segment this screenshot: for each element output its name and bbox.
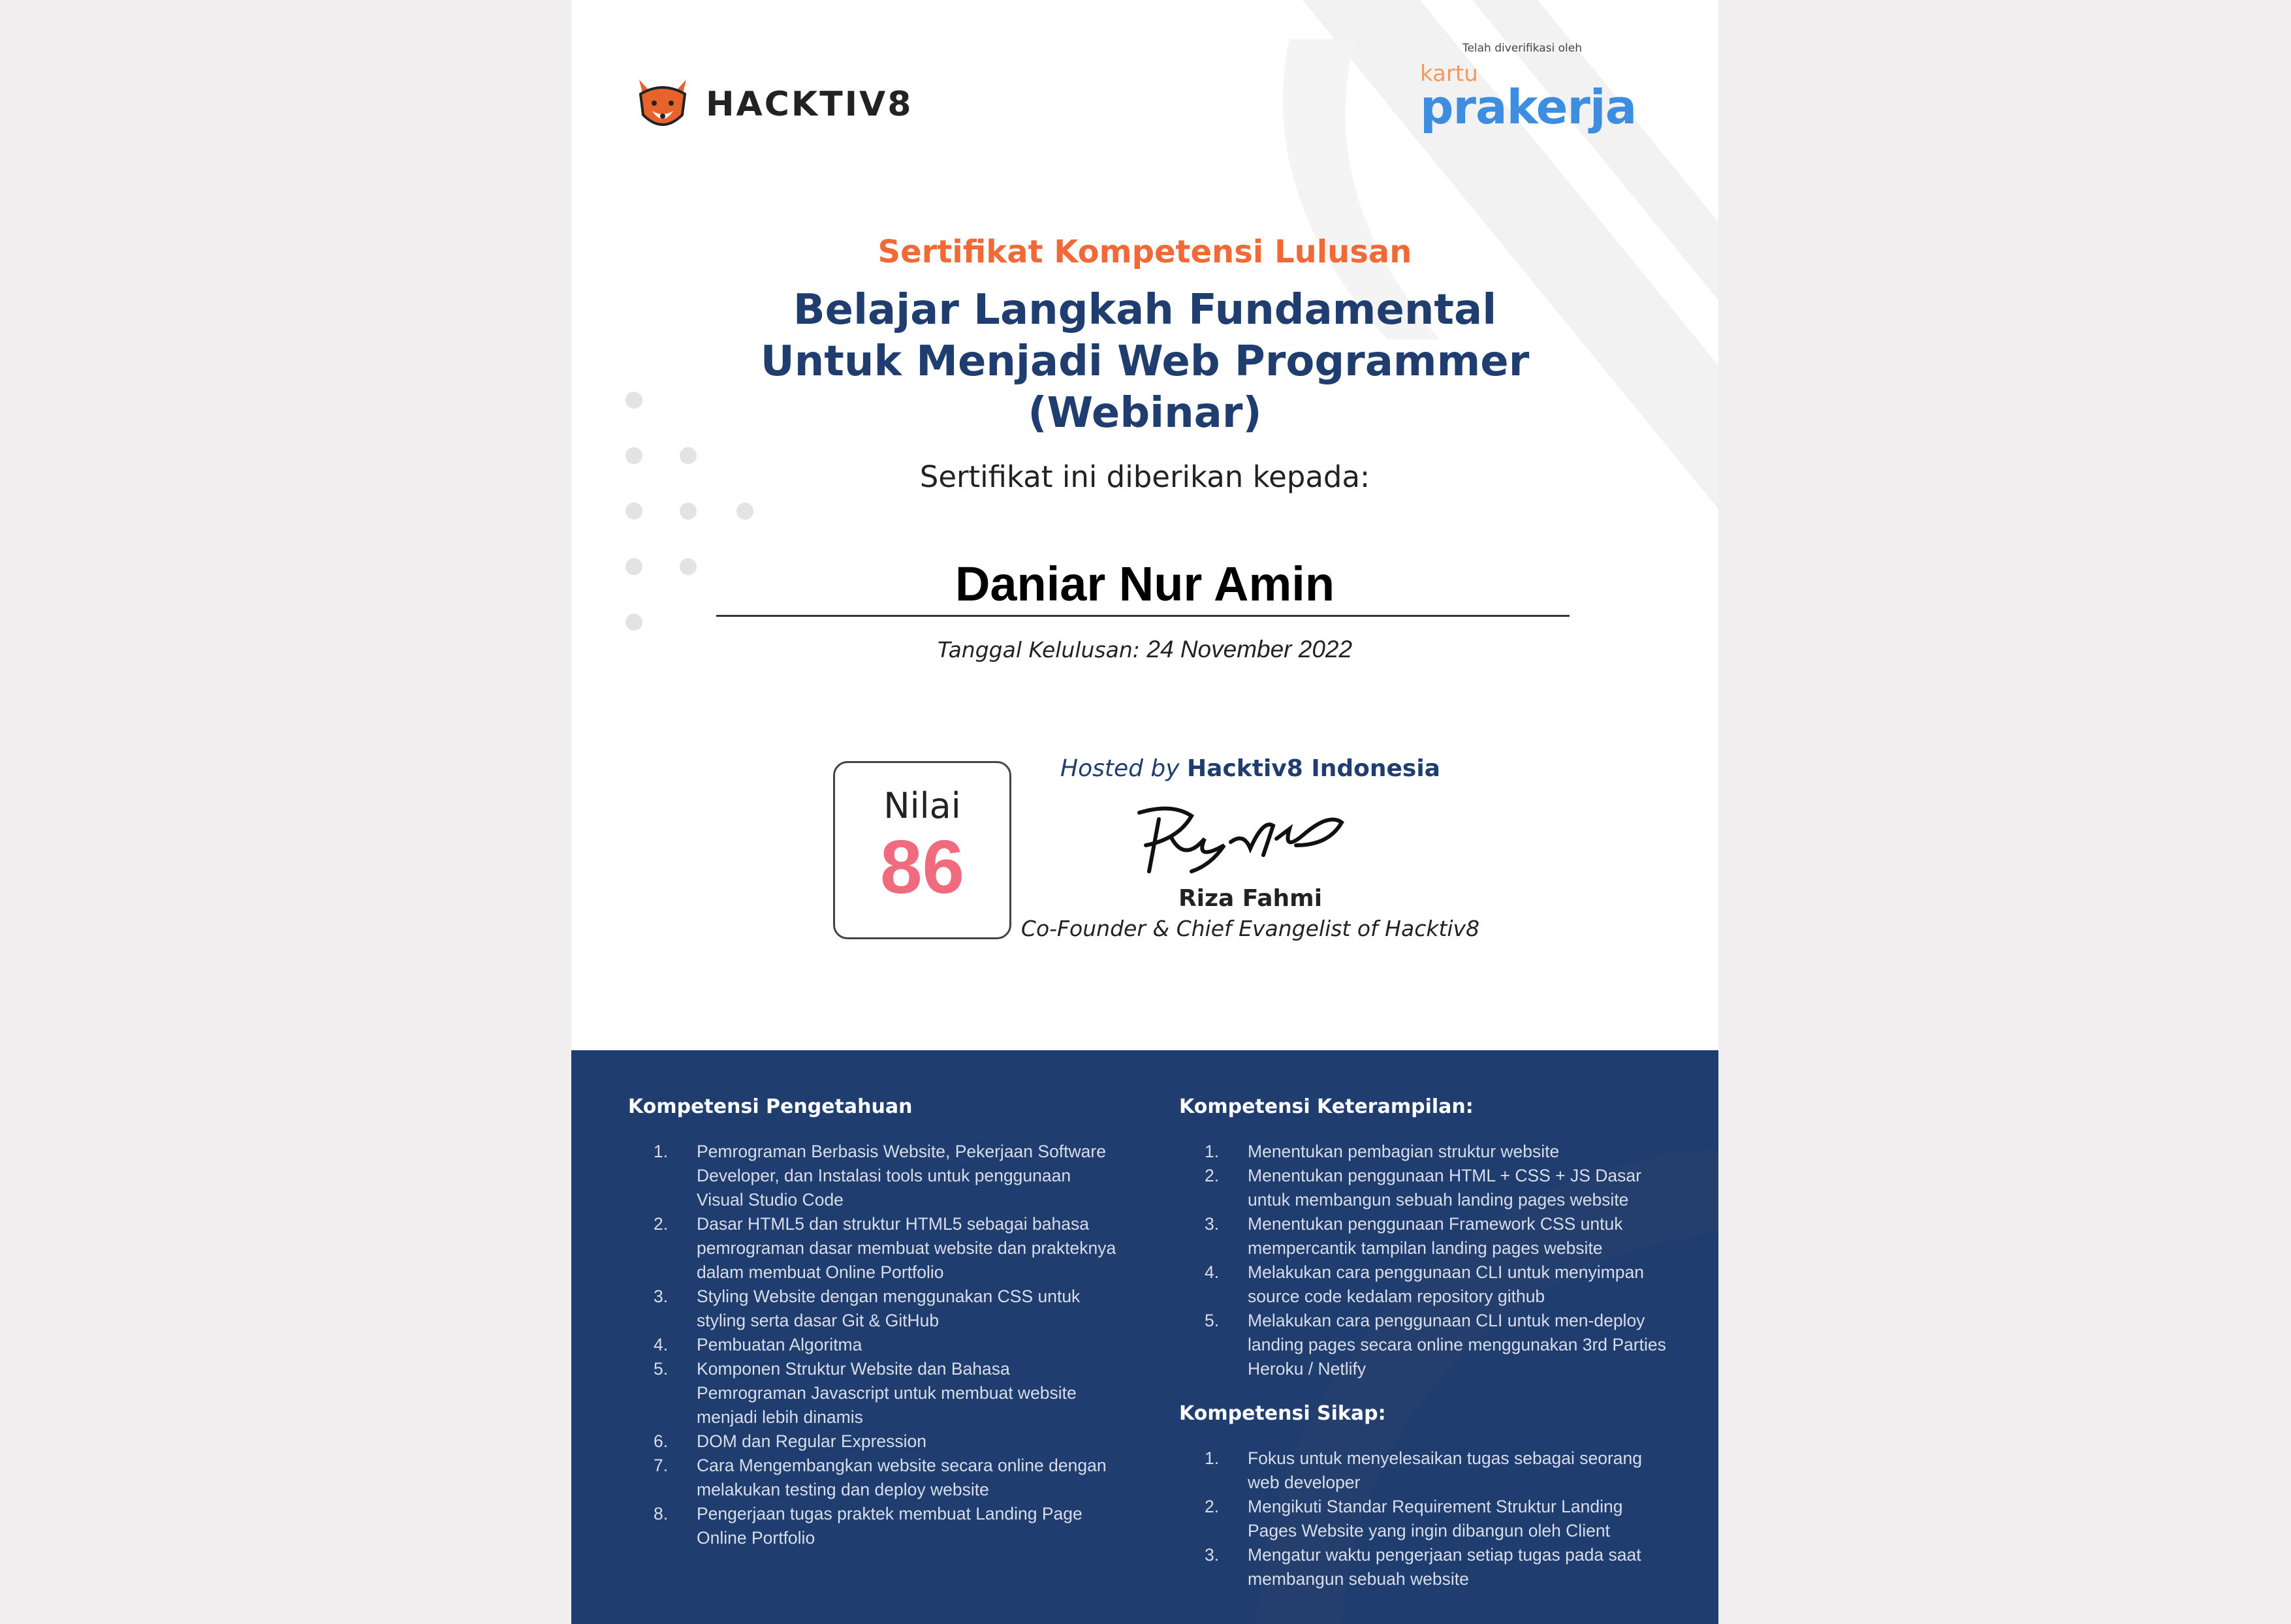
competency-item (654, 1357, 1121, 1429)
competency-panel (571, 1050, 1718, 1624)
certificate-type: Sertifikat Kompetensi Lulusan (877, 234, 1412, 270)
item-text: Styling Website dengan menggunakan CSS untuk styling serta dasar Git & GitHub (697, 1287, 1081, 1330)
competency-item (1205, 1543, 1672, 1591)
competency-item (1205, 1140, 1672, 1164)
competency-item (654, 1212, 1121, 1285)
attitude-heading: Kompetensi Sikap: (1179, 1402, 1386, 1425)
score-value: 86 (879, 824, 965, 909)
item-number: 2. (1205, 1497, 1220, 1516)
prakerja-logo-kartu: kartu (1420, 61, 1478, 87)
item-number: 3. (1205, 1545, 1220, 1565)
knowledge-heading: Kompetensi Pengetahuan (628, 1095, 913, 1118)
hosted-by: Hosted by Hacktiv8 Indonesia (1060, 755, 1440, 782)
competency-item (1205, 1309, 1672, 1381)
item-number: 1. (654, 1142, 669, 1161)
competency-item (654, 1429, 1121, 1454)
item-text: Menentukan penggunaan HTML + CSS + JS Dasar untuk membangun sebuah landing pages website (1248, 1166, 1641, 1210)
competency-item (1205, 1212, 1672, 1260)
item-text: Cara Mengembangkan website secara online dengan melakukan testing dan deploy website (697, 1456, 1107, 1499)
item-number: 6. (654, 1431, 669, 1451)
item-number: 5. (654, 1359, 669, 1379)
given-to-label: Sertifikat ini diberikan kepada: (919, 460, 1370, 494)
recipient-name: Daniar Nur Amin (955, 557, 1335, 611)
signature (1133, 800, 1348, 878)
item-number: 4. (654, 1335, 669, 1354)
verified-label: Telah diverifikasi oleh (1462, 42, 1582, 55)
hacktiv8-logo (633, 74, 913, 134)
knowledge-column (628, 1094, 1137, 1570)
item-text: Dasar HTML5 dan struktur HTML5 sebagai bahasa pemrograman dasar membuat website dan prakteknya dalam membuat Online Portfolio (697, 1214, 1116, 1282)
competency-item (654, 1454, 1121, 1502)
item-number: 2. (1205, 1166, 1220, 1185)
competency-item (654, 1502, 1121, 1550)
prakerja-logo-text: prakerja (1420, 80, 1637, 134)
item-number: 5. (1205, 1311, 1220, 1330)
item-number: 1. (1205, 1142, 1220, 1161)
score-label: Nilai (883, 785, 961, 826)
knowledge-list (628, 1140, 1121, 1550)
item-text: DOM dan Regular Expression (697, 1431, 927, 1451)
skills-heading: Kompetensi Keterampilan: (1179, 1095, 1474, 1118)
competency-item (654, 1140, 1121, 1212)
fox-icon (633, 74, 693, 134)
score-box (833, 761, 1011, 939)
certificate (571, 0, 1718, 1624)
course-title: Belajar Langkah Fundamental Untuk Menjadi Web Programmer (Webinar) (760, 286, 1530, 437)
attitude-list (1179, 1446, 1672, 1591)
item-number: 8. (654, 1504, 669, 1523)
item-text: Melakukan cara penggunaan CLI untuk menyimpan source code kedalam repository github (1248, 1262, 1644, 1306)
competency-item (654, 1333, 1121, 1357)
item-text: Fokus untuk menyelesaikan tugas sebagai seorang web developer (1248, 1448, 1642, 1492)
signer-title: Co-Founder & Chief Evangelist of Hacktiv8 (1020, 916, 1480, 941)
competency-item (654, 1285, 1121, 1333)
competency-item (1205, 1164, 1672, 1212)
competency-item (1205, 1446, 1672, 1495)
item-number: 2. (654, 1214, 669, 1234)
skills-column (1179, 1094, 1688, 1611)
item-text: Mengatur waktu pengerjaan setiap tugas pada saat membangun sebuah website (1248, 1545, 1641, 1589)
name-underline (716, 615, 1570, 617)
competency-item (1205, 1260, 1672, 1309)
item-text: Pemrograman Berbasis Website, Pekerjaan Software Developer, dan Instalasi tools untuk penggunaan Visual Studio Code (697, 1142, 1106, 1210)
item-number: 7. (654, 1456, 669, 1475)
prakerja-badge (1420, 42, 1637, 134)
item-text: Melakukan cara penggunaan CLI untuk men-deploy landing pages secara online menggunakan 3rd Parties Heroku / Netlify (1248, 1311, 1666, 1379)
signer-name: Riza Fahmi (1178, 885, 1323, 912)
item-number: 1. (1205, 1448, 1220, 1468)
item-text: Pembuatan Algoritma (697, 1335, 862, 1354)
item-text: Menentukan penggunaan Framework CSS untuk mempercantik tampilan landing pages website (1248, 1214, 1623, 1258)
item-number: 3. (654, 1287, 669, 1306)
item-text: Komponen Struktur Website dan Bahasa Pemrograman Javascript untuk membuat website menjadi lebih dinamis (697, 1359, 1077, 1427)
graduation-date: Tanggal Kelulusan: 24 November 2022 (937, 636, 1353, 663)
skills-list (1179, 1140, 1672, 1381)
competency-item (1205, 1495, 1672, 1543)
brand-name: HACKTIV8 (706, 85, 913, 124)
item-text: Menentukan pembagian struktur website (1248, 1142, 1560, 1161)
item-number: 3. (1205, 1214, 1220, 1234)
item-text: Mengikuti Standar Requirement Struktur Landing Pages Website yang ingin dibangun oleh Client (1248, 1497, 1623, 1540)
item-text: Pengerjaan tugas praktek membuat Landing Page Online Portfolio (697, 1504, 1082, 1548)
item-number: 4. (1205, 1262, 1220, 1282)
